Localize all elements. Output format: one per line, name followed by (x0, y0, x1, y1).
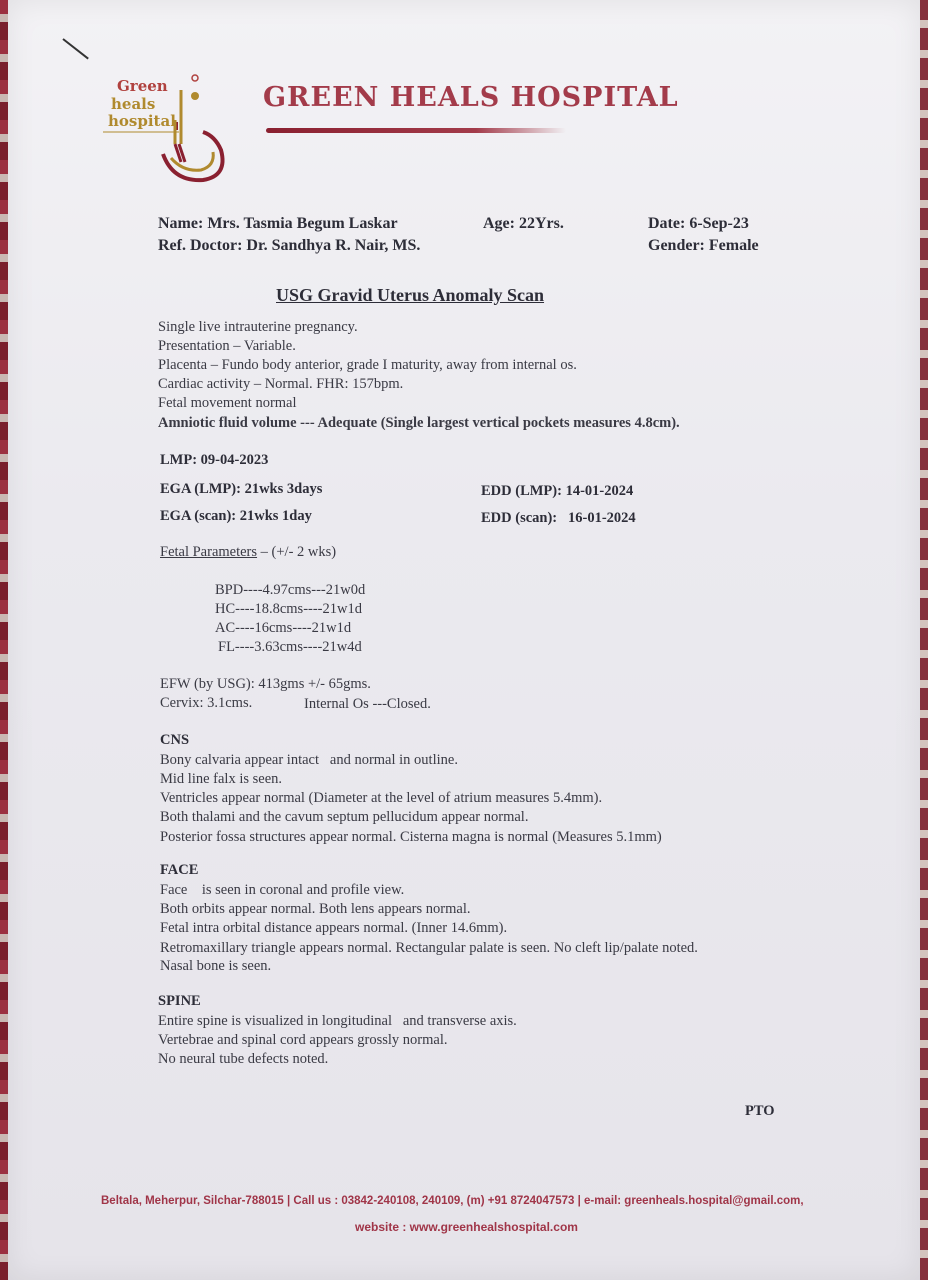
patient-gender: Gender: Female (648, 237, 759, 254)
cns-line: Both thalami and the cavum septum pellucidum appear normal. (160, 809, 529, 825)
lmp: LMP: 09-04-2023 (160, 452, 269, 468)
spine-heading: SPINE (158, 993, 201, 1009)
fetal-parameters-label: Fetal Parameters (160, 544, 258, 560)
fetal-parameter-item: HC----18.8cms----21w1d (215, 601, 362, 617)
logo-text-line-1: Green (117, 77, 168, 95)
pen-mark (62, 38, 88, 59)
report-date: Date: 6-Sep-23 (648, 215, 749, 232)
logo-text-line-3: hospital (108, 112, 176, 130)
fetal-parameter-item: AC----16cms----21w1d (215, 620, 352, 636)
cns-line: Posterior fossa structures appear normal. Cisterna magna is normal (Measures 5.1mm) (160, 829, 662, 845)
efw: EFW (by USG): 413gms +/- 65gms. (160, 676, 371, 692)
finding-line: Presentation – Variable. (158, 338, 296, 354)
internal-os: Internal Os ---Closed. (304, 696, 431, 712)
ega-scan: EGA (scan): 21wks 1day (160, 508, 312, 524)
spine-line: Vertebrae and spinal cord appears grossly normal. (158, 1032, 448, 1048)
patient-name: Name: Mrs. Tasmia Begum Laskar (158, 215, 398, 232)
edd-lmp: EDD (LMP): 14-01-2024 (481, 483, 634, 499)
fetal-parameters-heading (160, 544, 336, 561)
fetal-parameter-item: FL----3.63cms----21w4d (218, 639, 362, 655)
fetal-parameter-item: BPD----4.97cms---21w0d (215, 582, 366, 598)
face-line: Face is seen in coronal and profile view. (160, 882, 405, 898)
title-underline (266, 128, 566, 133)
face-line: Nasal bone is seen. (160, 958, 272, 974)
spine-line: No neural tube defects noted. (158, 1051, 329, 1067)
hospital-logo (103, 72, 233, 187)
ega-lmp: EGA (LMP): 21wks 3days (160, 481, 323, 497)
face-line: Retromaxillary triangle appears normal. Rectangular palate is seen. No cleft lip/palate noted. (160, 940, 698, 956)
finding-line: Placenta – Fundo body anterior, grade I maturity, away from internal os. (158, 357, 577, 373)
hospital-name: GREEN HEALS HOSPITAL (263, 82, 679, 113)
ref-doctor: Ref. Doctor: Dr. Sandhya R. Nair, MS. (158, 237, 421, 254)
edd-scan: EDD (scan): 16-01-2024 (481, 510, 636, 526)
cns-line: Bony calvaria appear intact and normal in outline. (160, 752, 458, 768)
fetal-parameters-tolerance: – (+/- 2 wks) (257, 544, 337, 560)
spine-line: Entire spine is visualized in longitudinal and transverse axis. (158, 1013, 517, 1029)
face-line: Fetal intra orbital distance appears normal. (Inner 14.6mm). (160, 920, 508, 936)
logo-emblem-icon (103, 72, 233, 187)
cns-heading: CNS (160, 732, 190, 748)
please-turn-over: PTO (745, 1103, 775, 1119)
amniotic-fluid: Amniotic fluid volume --- Adequate (Single largest vertical pockets measures 4.8cm). (158, 415, 680, 431)
footer-contact: Beltala, Meherpur, Silchar-788015 | Call us : 03842-240108, 240109, (m) +91 8724047573 | e-mail: greenheals.hospital@gmail.com, (101, 1195, 804, 1207)
face-heading: FACE (160, 862, 199, 878)
patient-age: Age: 22Yrs. (483, 215, 564, 232)
finding-line: Cardiac activity – Normal. FHR: 157bpm. (158, 376, 404, 392)
cervix: Cervix: 3.1cms. (160, 695, 253, 711)
finding-line: Fetal movement normal (158, 395, 297, 411)
footer-website: website : www.greenhealshospital.com (355, 1220, 578, 1234)
logo-text-line-2: heals (111, 95, 156, 113)
cns-line: Mid line falx is seen. (160, 771, 283, 787)
report-title: USG Gravid Uterus Anomaly Scan (276, 285, 545, 305)
report-page (8, 0, 920, 1280)
cns-line: Ventricles appear normal (Diameter at the level of atrium measures 5.4mm). (160, 790, 603, 806)
face-line: Both orbits appear normal. Both lens appears normal. (160, 901, 471, 917)
finding-line: Single live intrauterine pregnancy. (158, 319, 358, 335)
